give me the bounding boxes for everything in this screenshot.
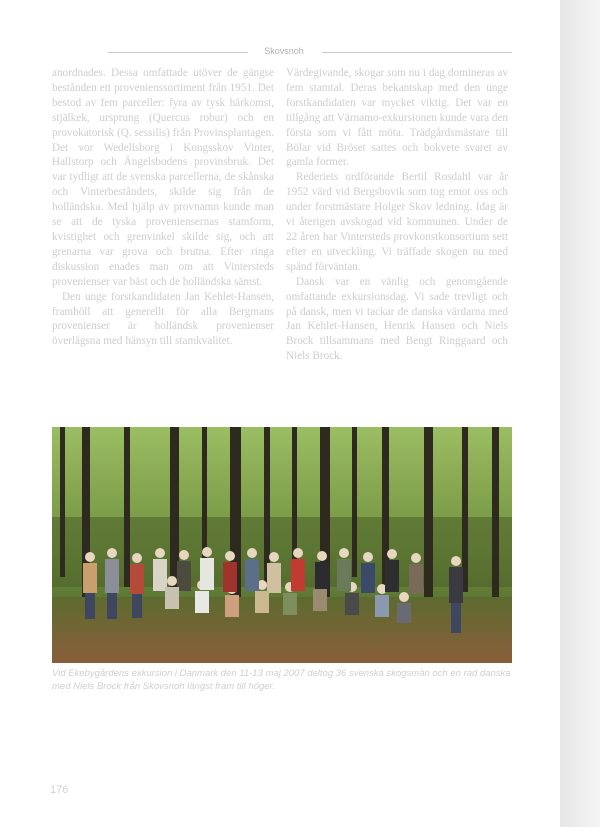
header-rule-left xyxy=(108,52,248,53)
photo-caption: Vid Ekebygårdens exkursion i Danmark den 11-13 maj 2007 deltog 36 svenska skogsmän och en rad danska med Niels Brock från Skovsnoh längst fram till höger. xyxy=(52,668,511,692)
left-paragraph: Den unge forstkandidaten Jan Kehlet-Hansen, framhöll att generellt för alla Bergmans provenienser är holländsk provenienser överlägsna med hänsyn till stamkvalitet. xyxy=(52,290,274,348)
page-edge-shadow xyxy=(560,0,600,827)
understory xyxy=(52,517,512,587)
left-column xyxy=(52,66,274,349)
right-paragraph: Dansk var en vänlig och genomgående omfattande exkursionsdag. Vi sade trevligt och på dansk, men vi tackar de danska värdarna med Jan Kehlet-Hansen, Henrik Hansen och Niels Brock tillsammans med Bengt Ringgaard och Niels Brock. xyxy=(286,275,508,363)
header-rule-right xyxy=(322,52,512,53)
right-column xyxy=(286,66,508,364)
page-number: 176 xyxy=(50,784,69,796)
right-paragraph: Rederiets ordförande Bertil Rosdahl var år 1952 värd vid Bergsbovik som tog emot oss och under forstmästare Holger Skov ledning. Idag är vi återigen avskogad vid kommunen. Under de 22 åren har Vintersteds provkonstkonsortium sett efter en utveckling. Vi träffade skogen nu med spänd förväntan. xyxy=(286,171,508,273)
forest-floor xyxy=(52,597,512,663)
left-paragraph: anordnades. Dessa omfattade utöver de gängse bestånden ett provenienssortiment från 1951. Det bestod av fem parceller: fyra av tysk härkomst, stjälkek, ursprung (Quercus robur) och en provokatorisk (Q. sessilis) från Provinsplantagen. Det vor Wedellsborg i Kongsskov Vinter, Hallstorp och Ängelsbodens provinsbruk. Det var tydligt att de svenska parcellerna, de skånska och Vinterbeståndets, skilde sig från de holländska. Med hjälp av provnamn kunde man se att de tyska proveniensernas stamform, kvistighet och grenvinkel skilde sig, och att grenarna var grova och brutna. Efter ringa diskussion enades man om att Vintersteds provenienser var bäst och de holländska sämst. xyxy=(52,67,274,288)
right-paragraph: Värdegivande, skogar som nu i dag domineras av fem stamtal. Deras bekantskap med den unge forstkandidaten var mycket viktig. Det var en tillgång att Värnamo-exkursionen kunde vara den första som vi fått möta. Trädgårdsmästare till Bölar vid Bröset sattes och bokvete svaret av gamla former. xyxy=(286,67,508,169)
forest-group-illustration xyxy=(52,427,512,663)
group-photo xyxy=(52,427,512,663)
running-head: Skovsnoh xyxy=(264,46,304,56)
